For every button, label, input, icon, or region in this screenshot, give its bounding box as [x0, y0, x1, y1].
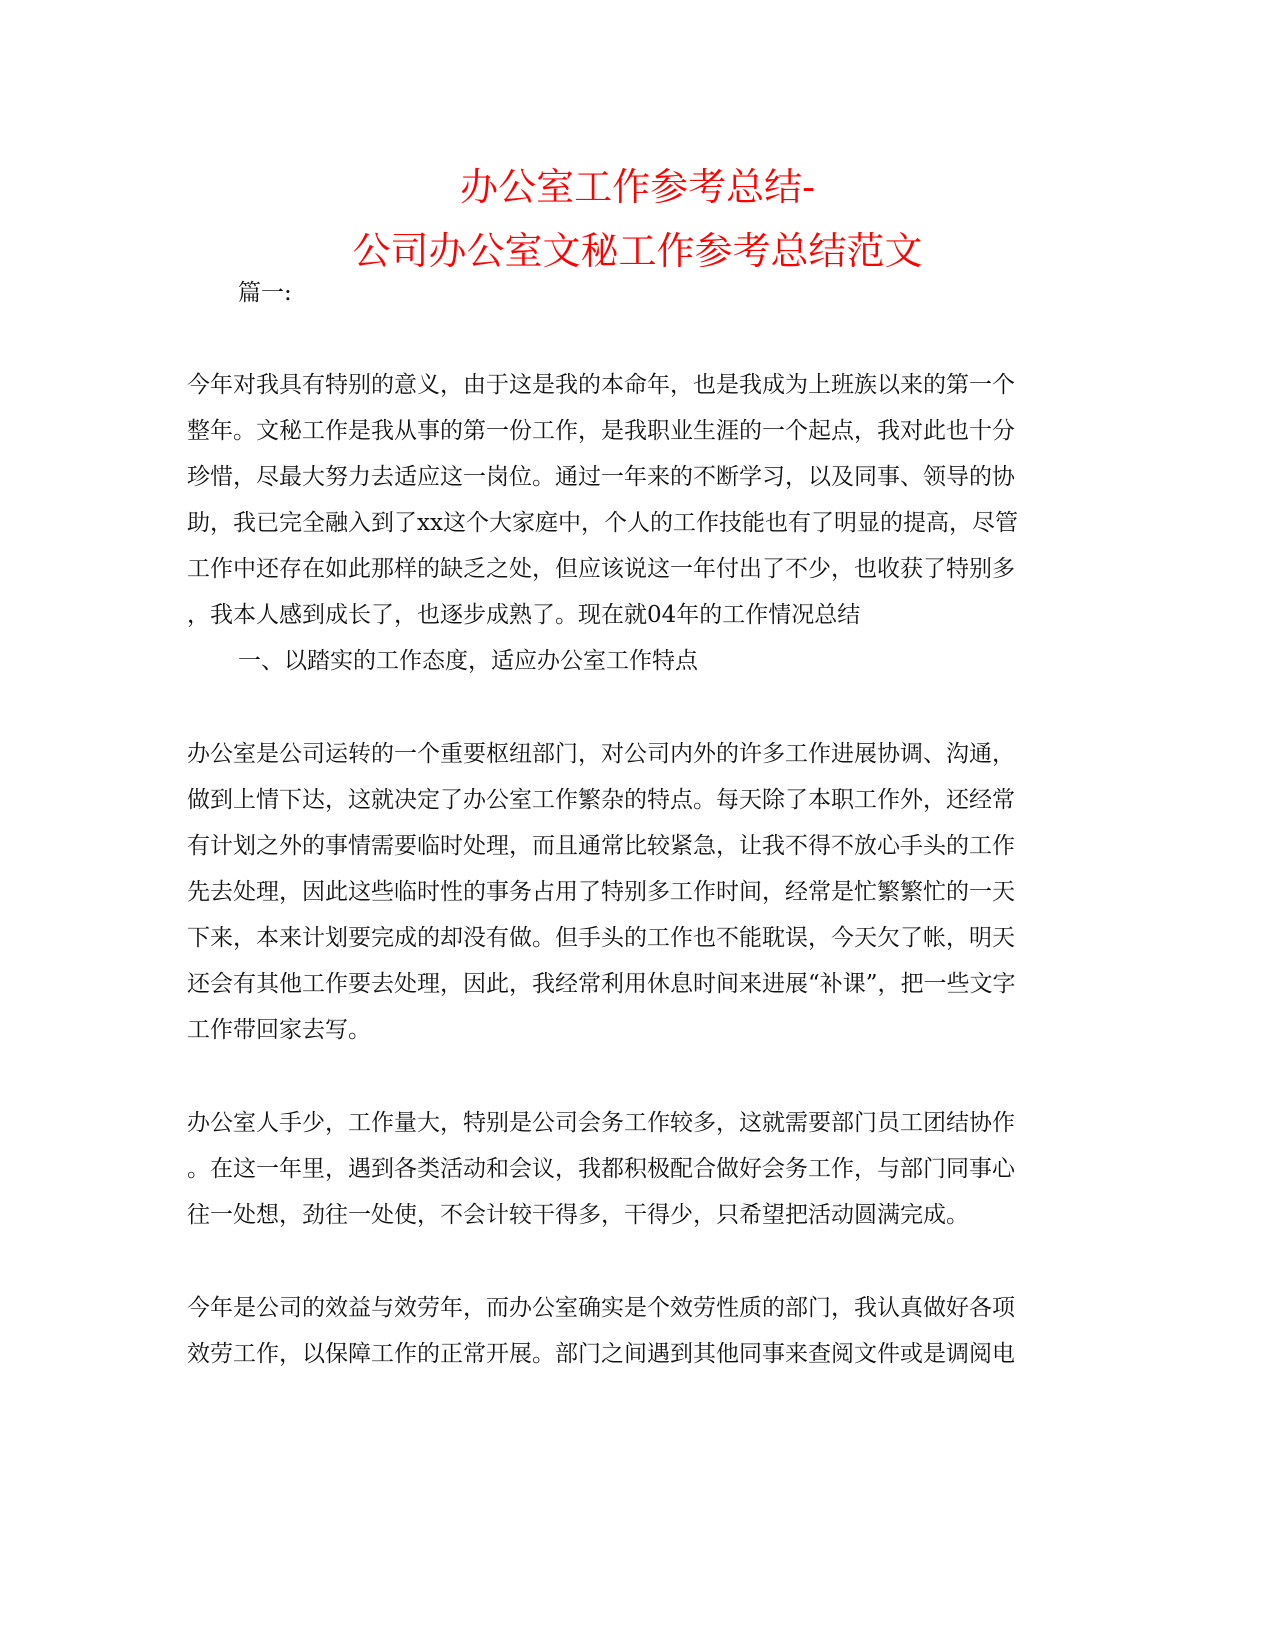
- paragraph-line: 。在这一年里，遇到各类活动和会议，我都积极配合做好会务工作，与部门同事心: [187, 1156, 1015, 1182]
- section-heading: 一、以踏实的工作态度，适应办公室工作特点: [238, 648, 698, 674]
- paragraph-line: 工作带回家去写。: [187, 1017, 371, 1043]
- paragraph-line: 办公室是公司运转的一个重要枢纽部门，对公司内外的许多工作进展协调、沟通，: [187, 741, 1015, 767]
- paragraph-line: 效劳工作，以保障工作的正常开展。部门之间遇到其他同事来查阅文件或是调阅电: [187, 1341, 1015, 1367]
- paragraph-line: 今年是公司的效益与效劳年，而办公室确实是个效劳性质的部门，我认真做好各项: [187, 1295, 1015, 1321]
- paragraph-line: ，我本人感到成长了，也逐步成熟了。现在就04年的工作情况总结: [187, 602, 861, 628]
- paragraph-line: 办公室人手少，工作量大，特别是公司会务工作较多，这就需要部门员工团结协作: [187, 1110, 1015, 1136]
- document-title-line-2: 公司办公室文秘工作参考总结范文: [352, 229, 923, 273]
- paragraph-line: 工作中还存在如此那样的缺乏之处，但应该说这一年付出了不少，也收获了特别多: [187, 556, 1015, 582]
- paragraph-line: 往一处想，劲往一处使，不会计较干得多，干得少，只希望把活动圆满完成。: [187, 1202, 969, 1228]
- paragraph-line: 珍惜，尽最大努力去适应这一岗位。通过一年来的不断学习，以及同事、领导的协: [187, 464, 1015, 490]
- document-title-line-1: 办公室工作参考总结-: [460, 165, 815, 209]
- paragraph-line: 还会有其他工作要去处理，因此，我经常利用休息时间来进展“补课”，把一些文字: [187, 971, 1016, 997]
- paragraph-line: 助，我已完全融入到了xx这个大家庭中，个人的工作技能也有了明显的提高，尽管: [187, 510, 1018, 536]
- paragraph-line: 有计划之外的事情需要临时处理，而且通常比较紧急，让我不得不放心手头的工作: [187, 833, 1015, 859]
- chapter-label: 篇一:: [238, 280, 292, 306]
- paragraph-line: 整年。文秘工作是我从事的第一份工作，是我职业生涯的一个起点，我对此也十分: [187, 418, 1015, 444]
- paragraph-line: 下来，本来计划要完成的却没有做。但手头的工作也不能耽误，今天欠了帐，明天: [187, 925, 1015, 951]
- paragraph-line: 先去处理，因此这些临时性的事务占用了特别多工作时间，经常是忙繁繁忙的一天: [187, 879, 1015, 905]
- paragraph-line: 今年对我具有特别的意义，由于这是我的本命年，也是我成为上班族以来的第一个: [187, 372, 1015, 398]
- paragraph-line: 做到上情下达，这就决定了办公室工作繁杂的特点。每天除了本职工作外，还经常: [187, 787, 1015, 813]
